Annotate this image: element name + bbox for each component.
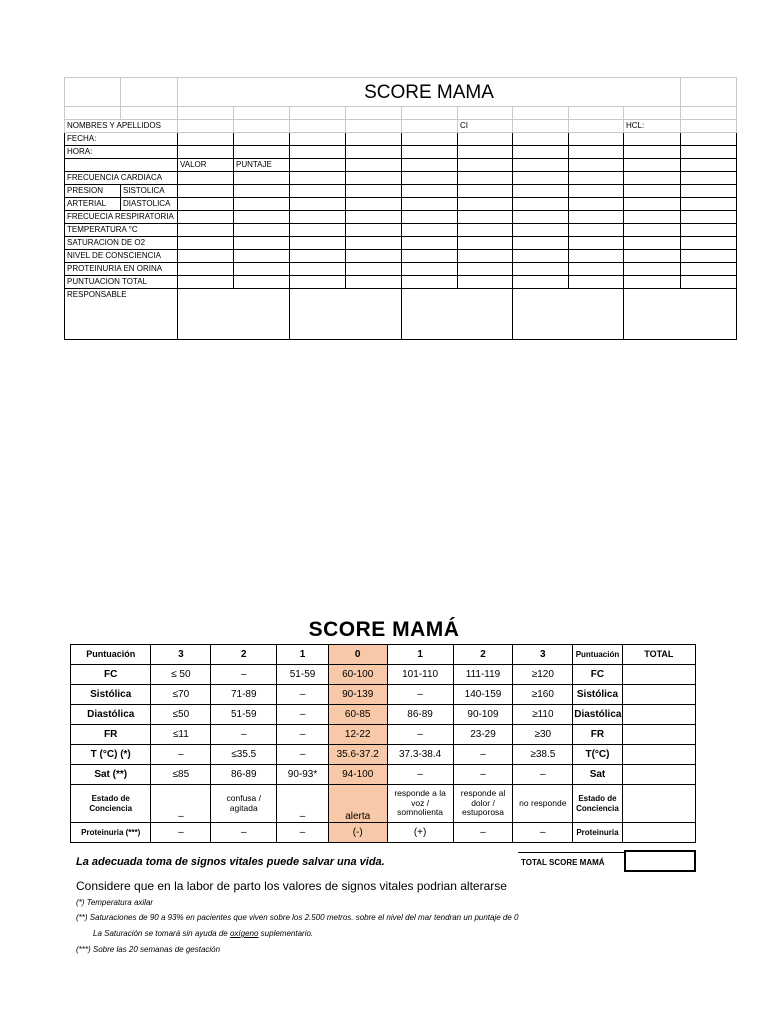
cell: ≤85 [151,765,211,785]
motto-text: La adecuada toma de signos vitales puede salvar una vida. [76,856,385,868]
header-puntuacion-left: Puntuación [71,645,151,665]
form1-title: SCORE MAMA [178,78,681,107]
header-total: TOTAL [622,645,695,665]
cell: – [453,745,513,765]
header-score-2-left: 2 [211,645,277,665]
cell: no responde [513,785,573,823]
row-label: FR [71,725,151,745]
total-cell [622,765,695,785]
proteinuria-label: PROTEINURIA EN ORINA [65,263,178,276]
cell: – [211,665,277,685]
cell: ≥160 [513,685,573,705]
diastolica-label: DIASTOLICA [121,198,178,211]
cell: – [453,765,513,785]
cell: – [151,785,211,823]
table-row [71,665,696,685]
form2-title: SCORE MAMÁ [308,618,460,641]
cell: – [151,823,211,843]
puntuacion-total-label: PUNTUACION TOTAL [65,276,178,289]
cell: – [387,725,453,745]
cell: confusa / agitada [211,785,277,823]
cell: ≤35.5 [211,745,277,765]
note-oxigeno-underlined: oxígeno [229,929,259,938]
note-temperatura: (*) Temperatura axilar [76,898,154,907]
cell: ≥110 [513,705,573,725]
total-cell [622,665,695,685]
cell: 140-159 [453,685,513,705]
cell: 101-110 [387,665,453,685]
puntaje-label: PUNTAJE [234,159,290,172]
total-score-box [624,850,696,872]
cell-normal: 60-100 [328,665,387,685]
cell-normal: alerta [328,785,387,823]
cell: – [513,823,573,843]
cell: – [277,685,329,705]
note-saturaciones: (**) Saturaciones de 90 a 93% en pacientes que viven sobre los 2.500 metros. sobre el nivel del mar tendran un puntaje de 0 [76,913,519,922]
row-label-right-line1: Estado de [578,794,617,804]
cell: – [277,745,329,765]
cell-normal: 12-22 [328,725,387,745]
cell: (+) [387,823,453,843]
note-oxigeno-part1: La Saturación se tomará sin ayuda de [93,929,230,938]
header-score-3-left: 3 [151,645,211,665]
row-label-right: FC [573,665,623,685]
cell: ≤70 [151,685,211,705]
row-label-right: Diastólica [573,705,623,725]
total-cell [622,685,695,705]
note-oxigeno [93,929,313,938]
cell: – [277,785,329,823]
score-mama-blank-form [64,77,735,340]
row-label-right: Sat [573,765,623,785]
cell: – [277,823,329,843]
saturacion-label: SATURACION DE O2 [65,237,178,250]
cell: 23-29 [453,725,513,745]
header-score-2-right: 2 [453,645,513,665]
responsable-label: RESPONSABLE [65,289,178,340]
row-label: Proteinuria (***) [71,823,151,843]
header-score-3-right: 3 [513,645,573,665]
cell: 111-119 [453,665,513,685]
total-cell [622,823,695,843]
frecuencia-respiratoria-label: FRECUECIA RESPIRATORIA [65,211,178,224]
note-oxigeno-part2: suplementario. [258,929,314,938]
sistolica-label: SISTOLICA [121,185,178,198]
hora-label: HORA: [65,146,178,159]
total-cell [622,745,695,765]
cell: – [513,765,573,785]
consider-text: Considere que en la labor de parto los valores de signos vitales podrian alterarse [76,879,507,893]
frecuencia-cardiaca-label: FRECUENCIA CARDIACA [65,172,178,185]
cell: 51-59 [211,705,277,725]
cell: – [387,685,453,705]
cell-normal: 94-100 [328,765,387,785]
row-label-right: T(°C) [573,745,623,765]
cell: 90-109 [453,705,513,725]
cell: 90-93* [277,765,329,785]
hcl-label: HCL: [624,120,681,133]
table-row [71,765,696,785]
row-label: T (°C) (*) [71,745,151,765]
row-label-line1: Estado de [91,794,130,804]
presion-label: PRESION [65,185,121,198]
row-label-line2: Conciencia [89,803,133,813]
temperatura-label: TEMPERATURA °C [65,224,178,237]
cell: – [151,745,211,765]
cell: 86-89 [211,765,277,785]
table-row [71,705,696,725]
cell: 37.3-38.4 [387,745,453,765]
row-label: Diastólica [71,705,151,725]
total-cell [622,725,695,745]
cell-normal: 35.6-37.2 [328,745,387,765]
row-label [71,785,151,823]
total-cell [622,705,695,725]
row-label-right: Proteinuria [573,823,623,843]
cell-normal: (-) [328,823,387,843]
cell: – [277,725,329,745]
total-cell [622,785,695,823]
cell: ≤50 [151,705,211,725]
row-label: Sat (**) [71,765,151,785]
header-score-0: 0 [328,645,387,665]
cell: ≥120 [513,665,573,685]
cell: responde al dolor / estuporosa [453,785,513,823]
cell-normal: 90-139 [328,685,387,705]
row-label-right: Sistólica [573,685,623,705]
total-score-label: TOTAL SCORE MAMÁ [518,852,624,872]
arterial-label: ARTERIAL [65,198,121,211]
nombres-label: NOMBRES Y APELLIDOS [65,120,178,133]
score-mama-reference-table [70,644,696,843]
row-label: Sistólica [71,685,151,705]
cell: – [277,705,329,725]
table-row [71,823,696,843]
cell: ≥30 [513,725,573,745]
cell: ≤11 [151,725,211,745]
cell: – [453,823,513,843]
cell: responde a la voz / somnolienta [387,785,453,823]
cell: ≤ 50 [151,665,211,685]
header-score-1-right: 1 [387,645,453,665]
valor-label: VALOR [178,159,234,172]
row-label-right [573,785,623,823]
nivel-conciencia-label: NIVEL DE CONSCIENCIA [65,250,178,263]
table-row [71,785,696,823]
row-label: FC [71,665,151,685]
ci-label: CI [458,120,513,133]
table-row [71,685,696,705]
cell: – [211,725,277,745]
header-score-1-left: 1 [277,645,329,665]
fecha-label: FECHA: [65,133,178,146]
note-gestacion: (***) Sobre las 20 semanas de gestación [76,945,221,954]
table-row [71,745,696,765]
row-label-right: FR [573,725,623,745]
header-puntuacion-right: Puntuación [573,645,623,665]
cell: – [387,765,453,785]
row-label-right-line2: Conciencia [576,803,619,813]
cell: 51-59 [277,665,329,685]
cell: 86-89 [387,705,453,725]
cell-normal: 60-85 [328,705,387,725]
table-row [71,725,696,745]
cell: – [211,823,277,843]
cell: ≥38.5 [513,745,573,765]
cell: 71-89 [211,685,277,705]
